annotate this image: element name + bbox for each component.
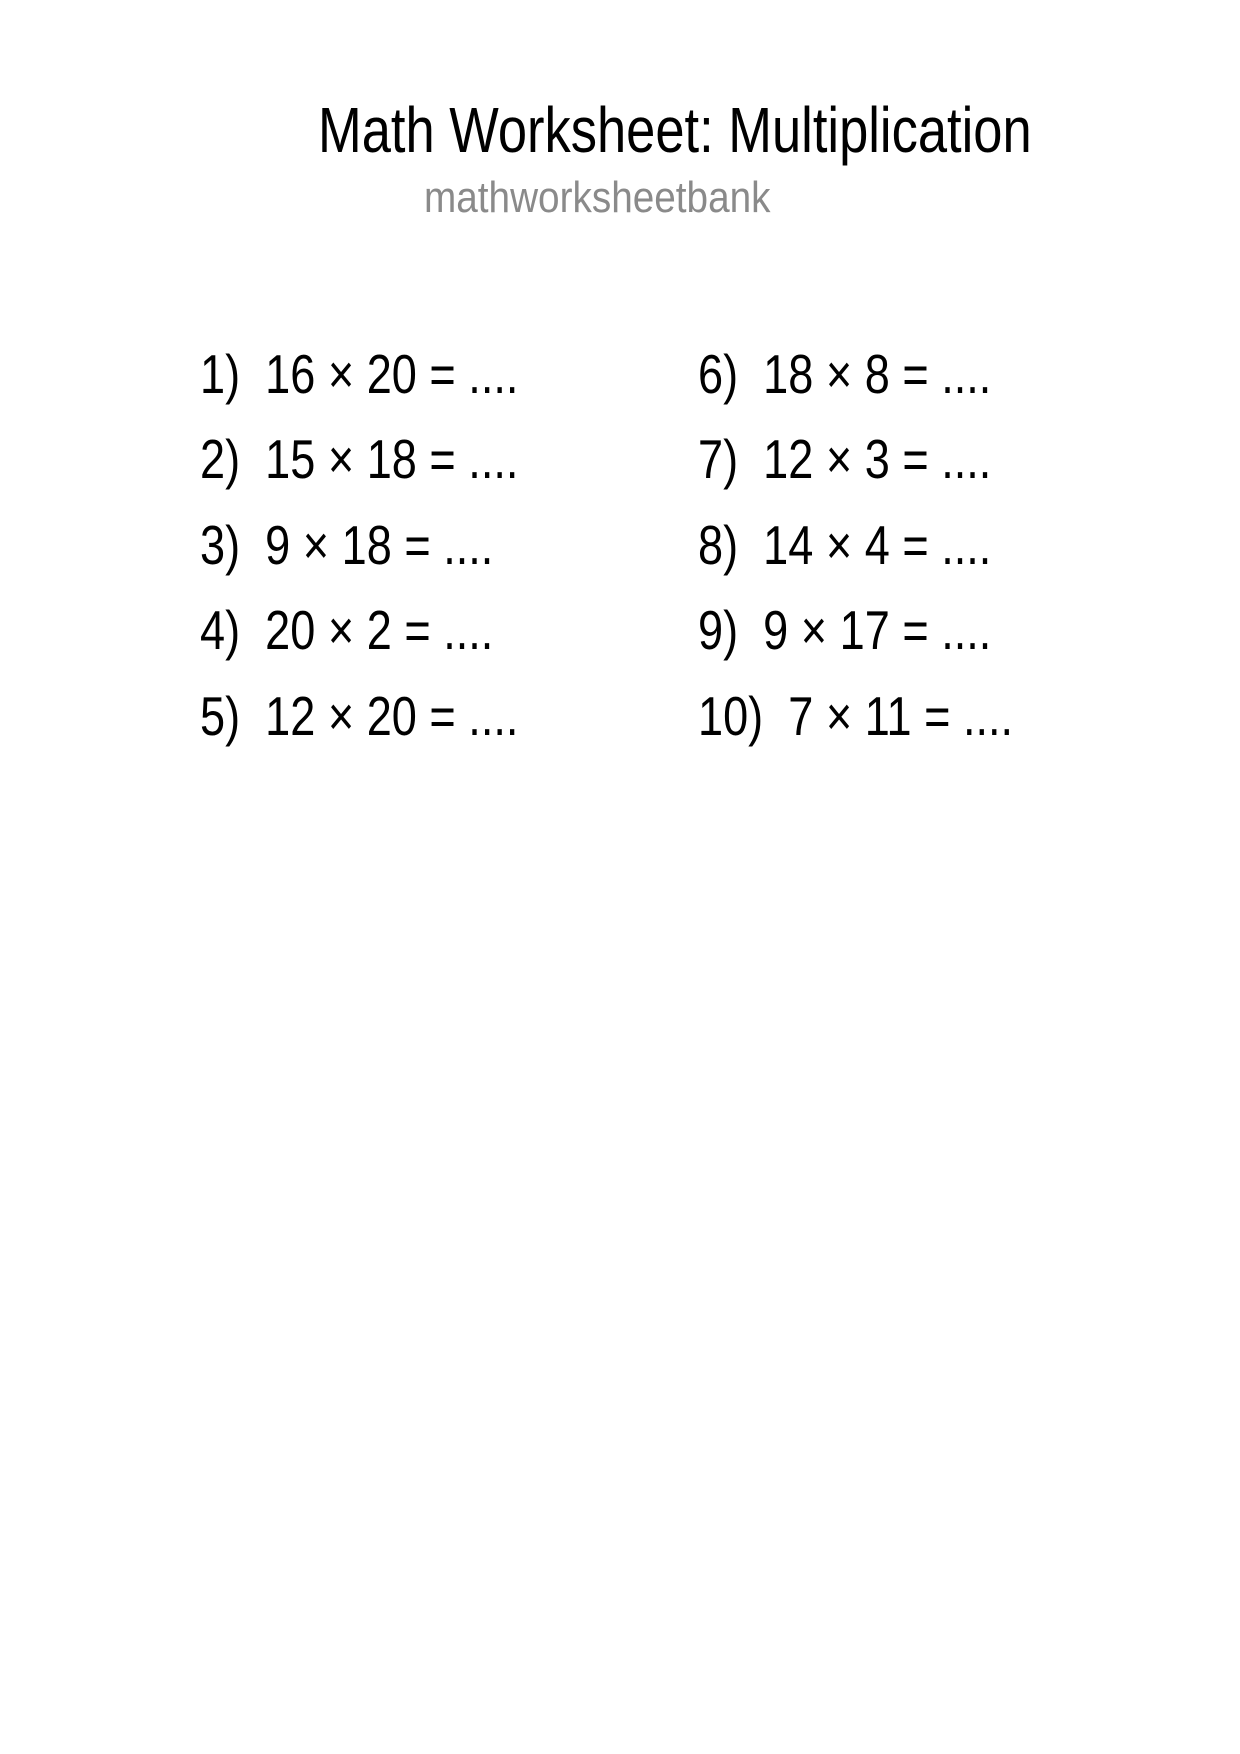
problem-10-text: 10) 7 × 11 = .... [698,685,1014,747]
problem-8-text: 8) 14 × 4 = .... [698,514,992,576]
problem-6-text: 6) 18 × 8 = .... [698,343,992,405]
problem-row-10 [698,685,1082,747]
problem-row-2 [200,428,588,490]
worksheet-brand-text: mathworksheetbank [424,173,771,222]
problem-1-text: 1) 16 × 20 = .... [200,343,519,405]
problem-row-1 [200,343,588,405]
worksheet-title [318,94,1188,166]
problem-5-text: 5) 12 × 20 = .... [200,685,519,747]
problem-row-4 [200,599,558,661]
problem-3-text: 3) 9 × 18 = .... [200,514,494,576]
problem-row-7 [698,428,1056,490]
worksheet-brand [424,173,818,222]
worksheet-title-text: Math Worksheet: Multiplication [318,94,1032,166]
problem-row-9 [698,599,1056,661]
problem-4-text: 4) 20 × 2 = .... [200,599,494,661]
problem-row-6 [698,343,1056,405]
problem-2-text: 2) 15 × 18 = .... [200,428,519,490]
problem-9-text: 9) 9 × 17 = .... [698,599,992,661]
problem-row-8 [698,514,1056,576]
problem-7-text: 7) 12 × 3 = .... [698,428,992,490]
problem-row-3 [200,514,558,576]
problem-row-5 [200,685,588,747]
